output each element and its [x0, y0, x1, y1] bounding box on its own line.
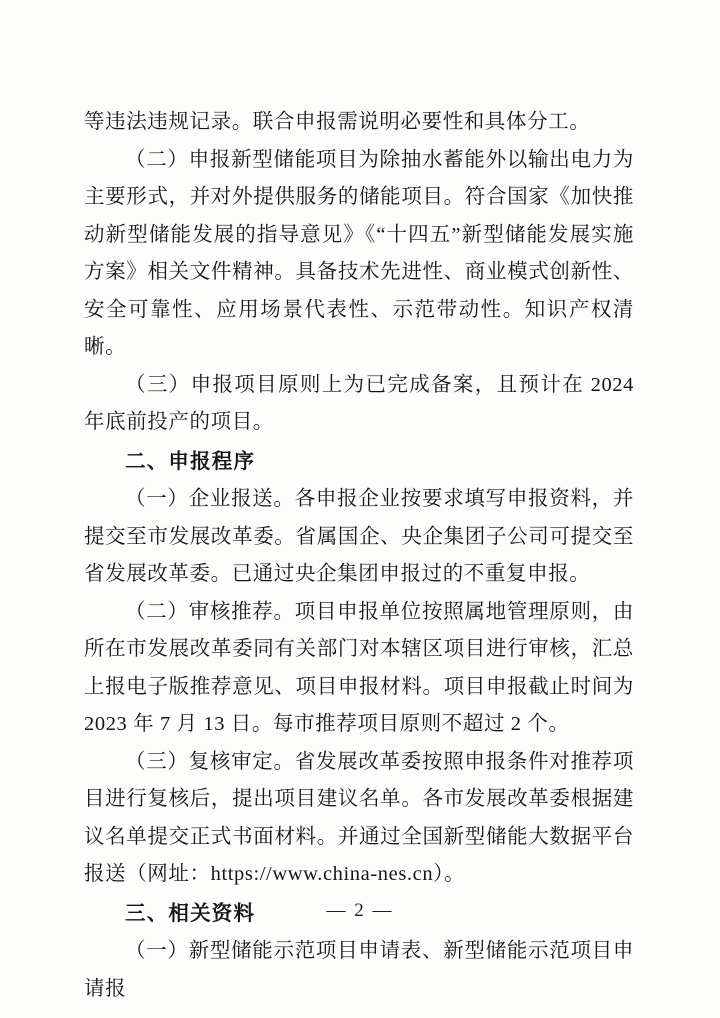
- heading-section-two: 二、申报程序: [125, 450, 256, 473]
- paragraph-materials-item-1: （一）新型储能示范项目申请表、新型储能示范项目申请报: [84, 940, 634, 1000]
- paragraph-procedure-item-2: （二）审核推荐。项目申报单位按照属地管理原则，由所在市发展改革委同有关部门对本辖区项目进行审核，汇总上报电子版推荐意见、项目申报材料。项目申报截止时间为 2023 年 7 月 13 日。每市推荐项目原则不超过 2 个。: [84, 600, 634, 735]
- document-body: [84, 104, 634, 1008]
- page-number: — 2 —: [326, 900, 394, 921]
- paragraph-continuation: 等违法违规记录。联合申报需说明必要性和具体分工。: [84, 111, 591, 133]
- paragraph-criteria-item-3: （三）申报项目原则上为已完成备案，且预计在 2024 年底前投产的项目。: [84, 373, 634, 433]
- paragraph-criteria-item-2: （二）申报新型储能项目为除抽水蓄能外以输出电力为主要形式，并对外提供服务的储能项目。符合国家《加快推动新型储能发展的指导意见》《“十四五”新型储能发展实施方案》相关文件精神。具备技术先进性、商业模式创新性、安全可靠性、应用场景代表性、示范带动性。知识产权清晰。: [84, 148, 634, 358]
- paragraph-procedure-item-3: （三）复核审定。省发展改革委按照申报条件对推荐项目进行复核后，提出项目建议名单。各市发展改革委根据建议名单提交正式书面材料。并通过全国新型储能大数据平台报送（网址：https://www.china-nes.cn）。: [84, 750, 634, 885]
- paragraph-procedure-item-1: （一）企业报送。各申报企业按要求填写申报资料，并提交至市发展改革委。省属国企、央企集团子公司可提交至省发展改革委。已通过央企集团申报过的不重复申报。: [84, 488, 634, 585]
- heading-section-three: 三、相关资料: [125, 902, 256, 925]
